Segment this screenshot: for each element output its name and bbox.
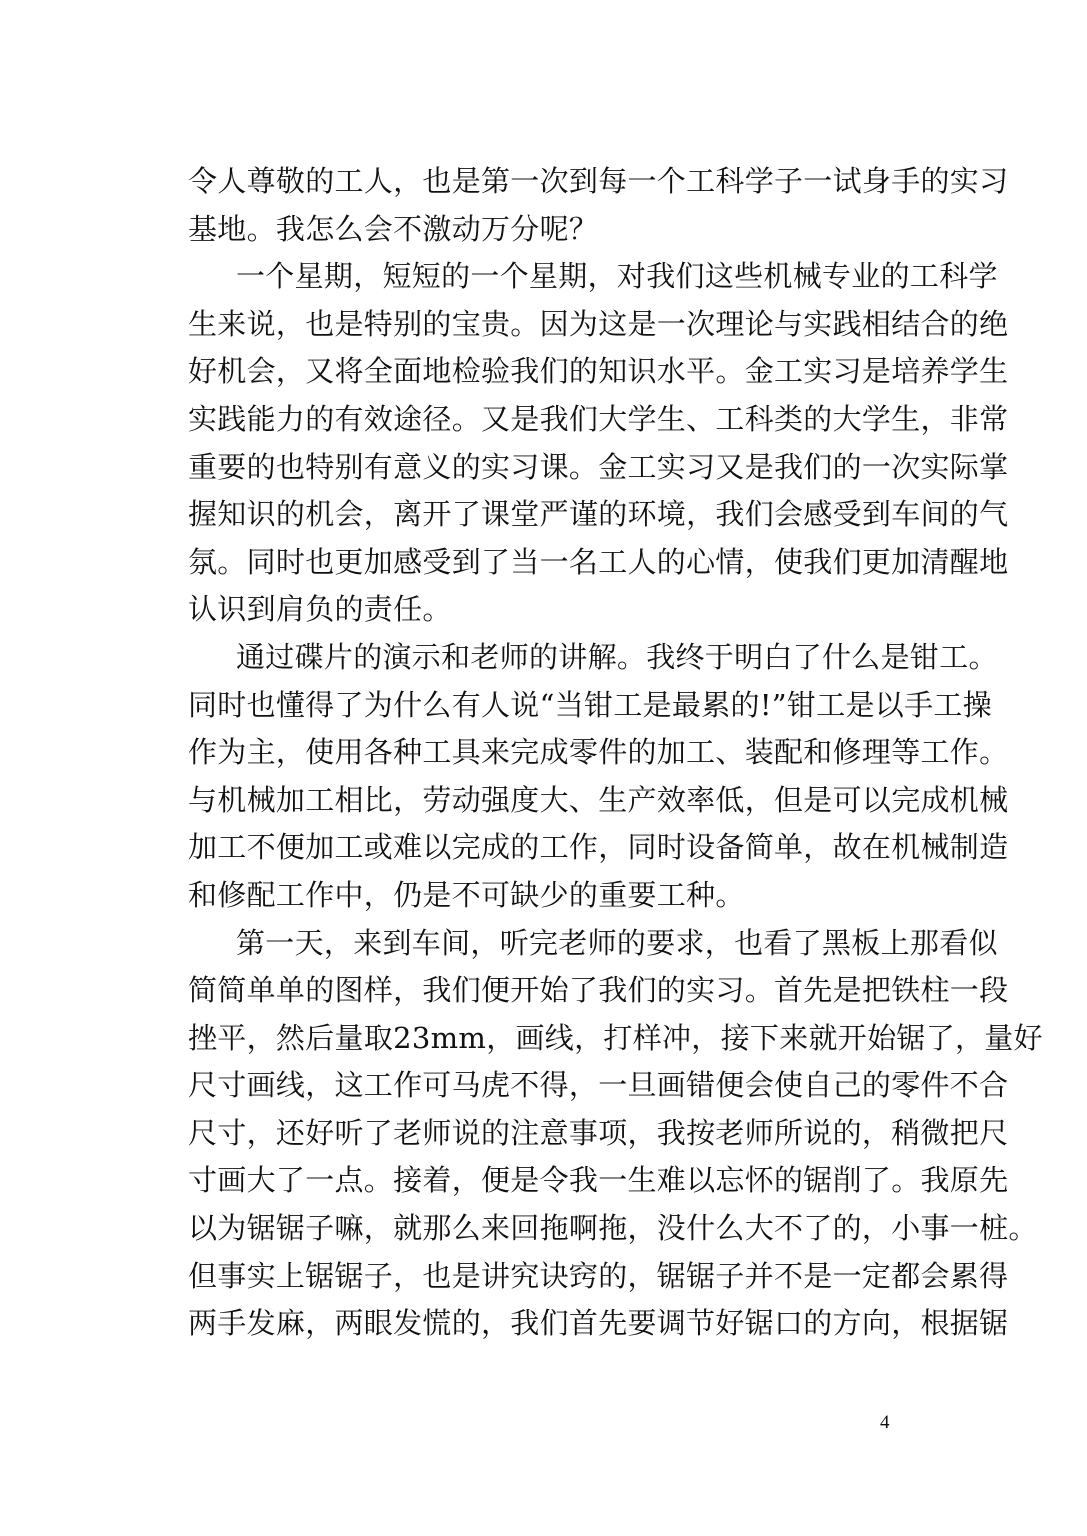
text-line: 第一天，来到车间，听完老师的要求，也看了黑板上那看似 — [236, 925, 998, 960]
text-line: 好机会，又将全面地检验我们的知识水平。金工实习是培养学生 — [188, 354, 1009, 389]
text-line: 与机械加工相比，劳动强度大、生产效率低，但是可以完成机械 — [188, 782, 1009, 817]
text-line: 尺寸，还好听了老师说的注意事项，我按老师所说的，稍微把尺 — [188, 1115, 1009, 1150]
text-line: 重要的也特别有意义的实习课。金工实习又是我们的一次实际掌 — [188, 449, 1009, 484]
text-line: 以为锯锯子嘛，就那么来回拖啊拖，没什么大不了的，小事一桩。 — [188, 1211, 1038, 1246]
text-line: 但事实上锯锯子，也是讲究诀窍的，锯锯子并不是一定都会累得 — [188, 1258, 1009, 1293]
text-line: 两手发麻，两眼发慌的，我们首先要调节好锯口的方向，根据锯 — [188, 1306, 1009, 1341]
text-line: 握知识的机会，离开了课堂严谨的环境，我们会感受到车间的气 — [188, 497, 1009, 532]
text-line: 认识到肩负的责任。 — [188, 592, 452, 627]
text-line: 和修配工作中，仍是不可缺少的重要工种。 — [188, 877, 745, 912]
text-line: 基地。我怎么会不激动万分呢？ — [188, 211, 599, 246]
text-line: 寸画大了一点。接着，便是令我一生难以忘怀的锯削了。我原先 — [188, 1163, 1009, 1198]
text-line: 简简单单的图样，我们便开始了我们的实习。首先是把铁柱一段 — [188, 973, 1009, 1008]
text-line: 令人尊敬的工人，也是第一次到每一个工科学子一试身手的实习 — [188, 164, 1009, 198]
text-line: 作为主，使用各种工具来完成零件的加工、装配和修理等工作。 — [188, 735, 1009, 770]
page-number: 4 — [880, 1412, 890, 1433]
text-line: 生来说，也是特别的宝贵。因为这是一次理论与实践相结合的绝 — [188, 306, 1009, 341]
text-line: 氛。同时也更加感受到了当一名工人的心情，使我们更加清醒地 — [188, 544, 1009, 579]
text-line: 加工不便加工或难以完成的工作，同时设备简单，故在机械制造 — [188, 830, 1009, 865]
body-text — [188, 158, 1043, 1348]
text-line: 一个星期，短短的一个星期，对我们这些机械专业的工科学 — [236, 259, 998, 294]
text-line: 挫平，然后量取23mm，画线，打样冲，接下来就开始锯了，量好 — [188, 1020, 1043, 1055]
text-line: 同时也懂得了为什么有人说“当钳工是最累的!”钳工是以手工操 — [188, 687, 993, 722]
text-line: 尺寸画线，这工作可马虎不得，一旦画错便会使自己的零件不合 — [188, 1068, 1009, 1103]
text-line: 通过碟片的演示和老师的讲解。我终于明白了什么是钳工。 — [236, 639, 998, 674]
text-line: 实践能力的有效途径。又是我们大学生、工科类的大学生，非常 — [188, 401, 1009, 436]
